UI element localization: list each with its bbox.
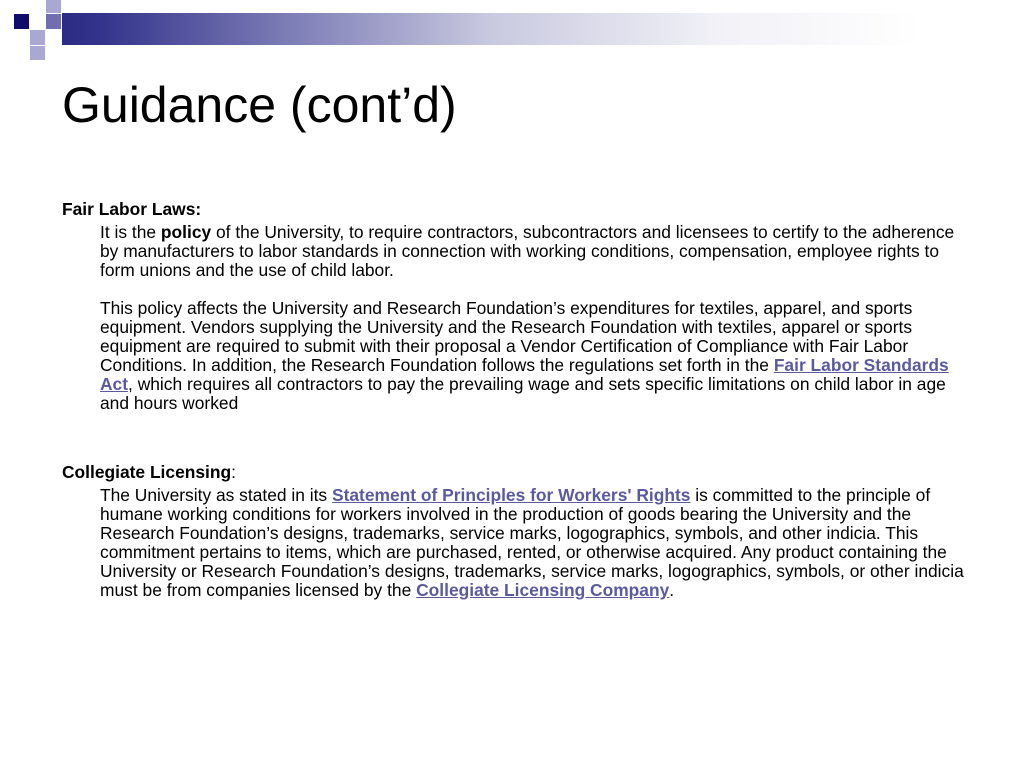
header-square-icon-mid	[46, 14, 61, 29]
header-square-icon-top	[46, 0, 61, 13]
fair-labor-paragraph-2	[100, 299, 972, 413]
fair-labor-p1-text-b: of the University, to require contractors, subcontractors and licensees to certify to the adherence by manufacturers to labor standards in connection with working conditions, compensation, employee rights to form unions and the use of child labor.	[100, 222, 955, 280]
section-gap	[62, 413, 972, 463]
fair-labor-p1-policy: policy	[160, 222, 212, 242]
statement-of-principles-link[interactable]: Statement of Principles for Workers' Rights	[331, 485, 691, 505]
fair-labor-heading: Fair Labor Laws:	[62, 199, 202, 219]
fair-labor-standards-act-link[interactable]: Fair Labor Standards Act	[100, 355, 949, 394]
collegiate-licensing-heading	[62, 463, 972, 482]
fair-labor-p2-text-a: This policy affects the University and Research Foundation’s expenditures for textiles, apparel, and sports equipment. Vendors supplying the University and the Research Foundation with textiles, apparel or sports equipment are required to submit with their proposal a Vendor Certification of Compliance with Fair Labor Conditions. In addition, the Research Foundation follows the regulations set forth in the	[100, 298, 913, 375]
collegiate-licensing-company-link[interactable]: Collegiate Licensing Company	[416, 580, 670, 600]
slide-title: Guidance (cont’d)	[62, 77, 457, 133]
paragraph-gap	[62, 280, 972, 299]
fair-labor-paragraph-1	[100, 223, 972, 280]
header-gradient-band	[0, 13, 1024, 45]
fair-labor-p1-text-a: It is the	[100, 222, 161, 242]
fair-labor-p2-text-b: , which requires all contractors to pay the prevailing wage and sets specific limitations on child labor in age and hours worked	[100, 374, 946, 413]
header-square-icon-dark	[14, 14, 29, 29]
header-square-icon-light	[30, 30, 45, 45]
collegiate-p1-text-b: is committed to the principle of humane working conditions for workers involved in the production of goods bearing the University and the Research Foundation’s designs, trademarks, service marks, logographics, symbols, and other indicia. This commitment pertains to items, which are purchased, rented, or otherwise acquired. Any product containing the University or Research Foundation’s designs, trademarks, service marks, logographics, symbols, or other indicia must be from companies licensed by the	[100, 485, 964, 600]
header-square-icon-bottom	[30, 46, 45, 60]
collegiate-p1-text-c: .	[669, 580, 675, 600]
slide-body	[62, 200, 972, 600]
collegiate-heading-text: Collegiate Licensing	[62, 462, 232, 482]
collegiate-p1-text-a: The University as stated in its	[100, 485, 332, 505]
collegiate-heading-colon: :	[231, 462, 236, 482]
collegiate-paragraph	[100, 486, 972, 600]
